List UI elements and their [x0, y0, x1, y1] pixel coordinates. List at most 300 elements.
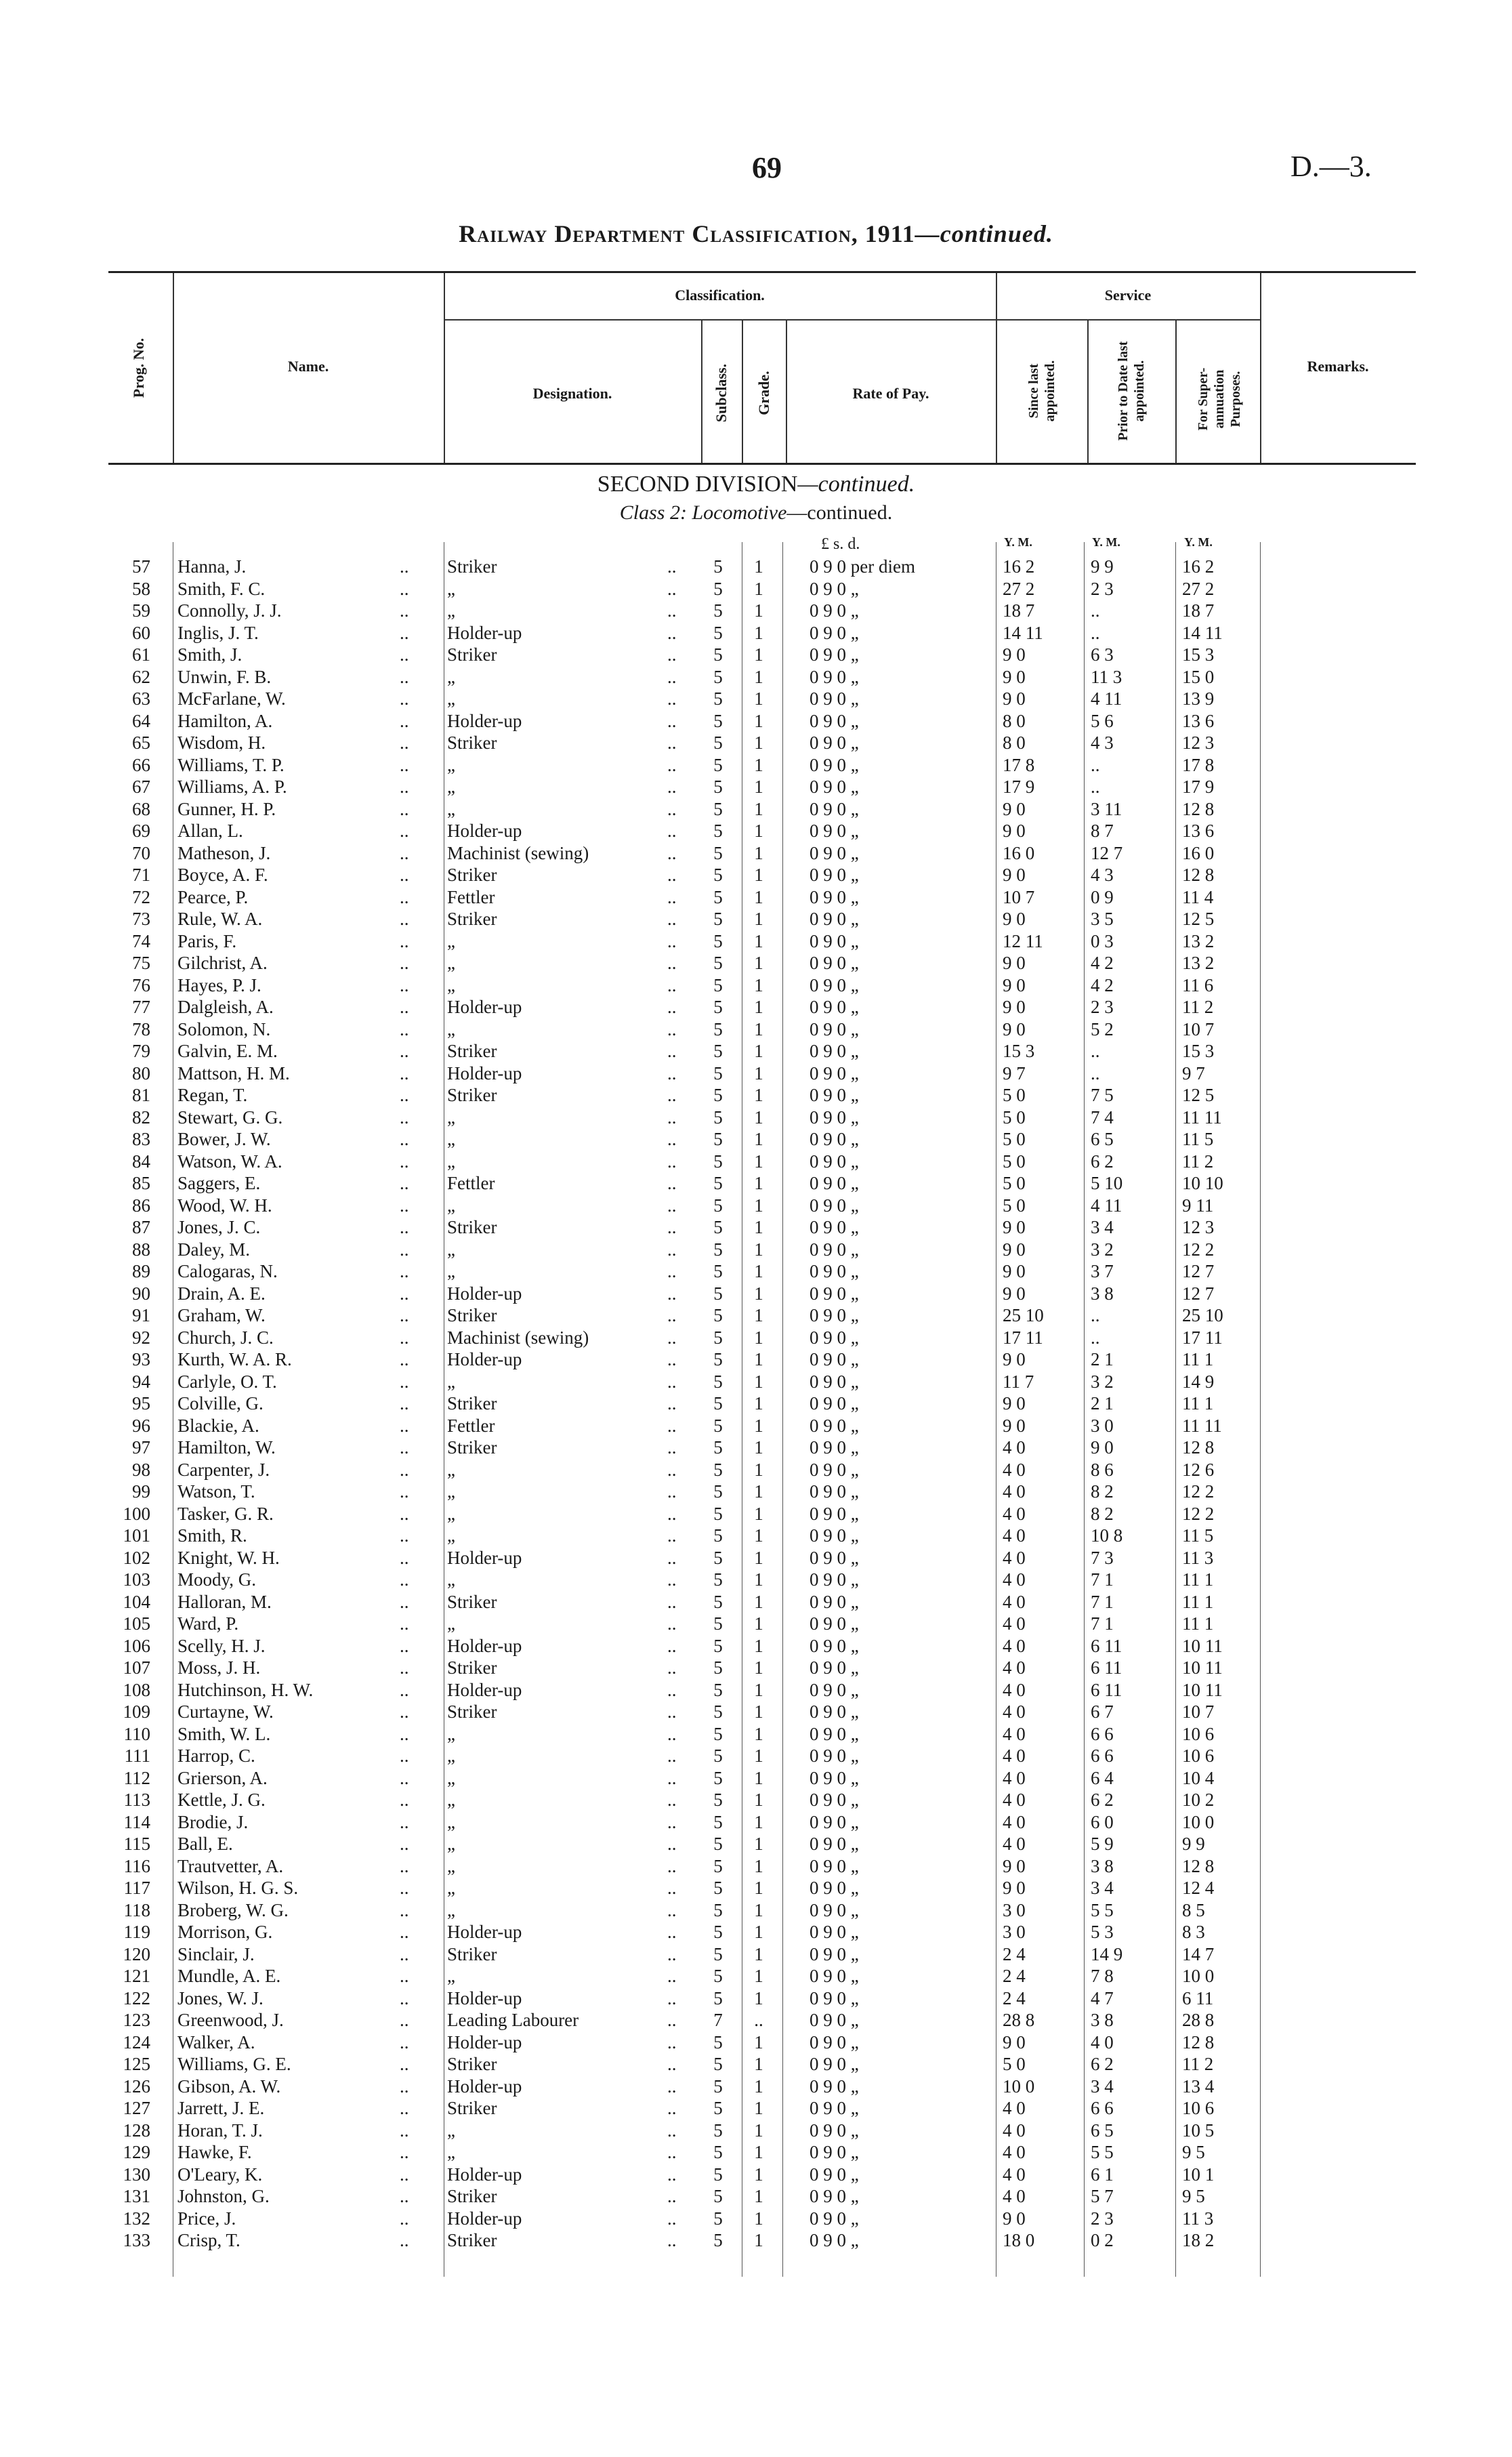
cell-grade: 1 [754, 1085, 763, 1105]
cell-subclass: 5 [713, 1525, 723, 1546]
cell-subclass: 5 [713, 1679, 723, 1700]
cell-subclass: 5 [713, 1922, 723, 1942]
cell-superannuation: 11 1 [1182, 1613, 1214, 1634]
cell-subclass: 5 [713, 666, 723, 687]
cell-rate-of-pay: 0 9 0 „ [810, 930, 859, 951]
cell-prog-no: 108 [123, 1679, 150, 1700]
cell-superannuation: 18 7 [1182, 600, 1215, 621]
table-row [0, 1877, 1512, 1899]
cell-grade: 1 [754, 2208, 763, 2229]
table-row [0, 2208, 1512, 2230]
leader-dots: .. [667, 688, 677, 709]
cell-superannuation: 9 5 [1182, 2142, 1205, 2162]
leader-dots: .. [667, 710, 677, 731]
cell-prior-to-date: 6 11 [1091, 1679, 1122, 1700]
cell-prog-no: 127 [123, 2098, 150, 2118]
cell-grade: 1 [754, 578, 763, 599]
cell-name: Harrop, C. [177, 1746, 255, 1766]
cell-superannuation: 11 3 [1182, 1547, 1214, 1568]
leader-dots: .. [667, 1481, 677, 1502]
cell-rate-of-pay: 0 9 0 „ [810, 2031, 859, 2052]
cell-subclass: 5 [713, 1349, 723, 1369]
cell-superannuation: 25 10 [1182, 1305, 1223, 1325]
cell-designation: „ [447, 1151, 455, 1172]
cell-name: Price, J. [177, 2208, 236, 2229]
table-row [0, 1569, 1512, 1591]
table-row [0, 974, 1512, 997]
cell-prior-to-date: 4 11 [1091, 688, 1122, 709]
cell-designation: Holder-up [447, 710, 522, 731]
cell-name: Mattson, H. M. [177, 1062, 290, 1083]
leader-dots: .. [667, 1591, 677, 1612]
cell-grade: 1 [754, 1481, 763, 1502]
cell-prior-to-date: 2 3 [1091, 997, 1114, 1017]
cell-since-last: 9 0 [1003, 1415, 1026, 1436]
cell-prior-to-date: .. [1091, 1305, 1100, 1325]
cell-grade: 1 [754, 666, 763, 687]
cell-name: Connolly, J. J. [177, 600, 282, 621]
cell-rate-of-pay: 0 9 0 „ [810, 1547, 859, 1568]
cell-prior-to-date: 6 5 [1091, 2120, 1114, 2141]
leader-dots: .. [667, 1195, 677, 1216]
cell-superannuation: 9 5 [1182, 2186, 1205, 2206]
section-title [0, 472, 1512, 497]
cell-rate-of-pay: 0 9 0 „ [810, 1746, 859, 1766]
header-designation: Designation. [532, 385, 612, 402]
cell-prior-to-date: 6 2 [1091, 1790, 1114, 1810]
cell-since-last: 4 0 [1003, 1635, 1026, 1656]
cell-subclass: 5 [713, 842, 723, 863]
cell-prog-no: 66 [132, 754, 150, 775]
leader-dots: .. [667, 2186, 677, 2206]
cell-name: Daley, M. [177, 1239, 250, 1260]
leader-dots: .. [400, 1591, 409, 1612]
leader-dots: .. [400, 1613, 409, 1634]
cell-name: Smith, W. L. [177, 1723, 271, 1744]
cell-superannuation: 11 1 [1182, 1591, 1214, 1612]
leader-dots: .. [400, 1679, 409, 1700]
cell-prog-no: 70 [132, 842, 150, 863]
page-title-continued: —continued. [915, 220, 1053, 247]
cell-rate-of-pay: 0 9 0 „ [810, 1327, 859, 1348]
cell-name: Smith, F. C. [177, 578, 266, 599]
cell-subclass: 5 [713, 1062, 723, 1083]
leader-dots: .. [667, 1657, 677, 1678]
cell-designation: „ [447, 1107, 455, 1128]
table-row [0, 1745, 1512, 1767]
cell-superannuation: 12 5 [1182, 1085, 1215, 1105]
cell-superannuation: 11 1 [1182, 1393, 1214, 1413]
leader-dots: .. [667, 556, 677, 577]
cell-prior-to-date: 4 7 [1091, 1987, 1114, 2008]
cell-name: Inglis, J. T. [177, 622, 259, 643]
cell-prior-to-date: 0 2 [1091, 2230, 1114, 2250]
cell-superannuation: 14 7 [1182, 1943, 1215, 1964]
cell-superannuation: 16 2 [1182, 556, 1215, 577]
cell-since-last: 25 10 [1003, 1305, 1044, 1325]
cell-name: Jones, J. C. [177, 1217, 261, 1237]
cell-name: Scelly, H. J. [177, 1635, 266, 1656]
page-title [0, 220, 1512, 248]
cell-subclass: 5 [713, 1767, 723, 1788]
table-row [0, 1943, 1512, 1966]
cell-subclass: 5 [713, 2142, 723, 2162]
cell-prog-no: 118 [123, 1899, 150, 1920]
cell-superannuation: 13 6 [1182, 710, 1215, 731]
cell-rate-of-pay: 0 9 0 „ [810, 1018, 859, 1039]
cell-since-last: 5 0 [1003, 1173, 1026, 1193]
cell-superannuation: 10 2 [1182, 1790, 1215, 1810]
cell-since-last: 9 0 [1003, 1239, 1026, 1260]
cell-designation: „ [447, 1261, 455, 1281]
table-row [0, 2097, 1512, 2120]
leader-dots: .. [667, 666, 677, 687]
leader-dots: .. [667, 1613, 677, 1634]
cell-subclass: 5 [713, 865, 723, 885]
cell-subclass: 5 [713, 1107, 723, 1128]
table-row [0, 1811, 1512, 1834]
cell-grade: 1 [754, 1129, 763, 1149]
cell-prog-no: 58 [132, 578, 150, 599]
cell-since-last: 16 2 [1003, 556, 1035, 577]
cell-rate-of-pay: 0 9 0 „ [810, 754, 859, 775]
cell-name: Gibson, A. W. [177, 2076, 281, 2097]
cell-prog-no: 109 [123, 1701, 150, 1722]
leader-dots: .. [667, 644, 677, 665]
table-row [0, 1613, 1512, 1635]
cell-prog-no: 99 [132, 1481, 150, 1502]
leader-dots: .. [667, 1217, 677, 1237]
cell-since-last: 9 0 [1003, 909, 1026, 929]
cell-designation: Striker [447, 1943, 497, 1964]
cell-prior-to-date: 10 8 [1091, 1525, 1123, 1546]
cell-prior-to-date: 8 2 [1091, 1503, 1114, 1524]
cell-superannuation: 9 7 [1182, 1062, 1205, 1083]
cell-subclass: 5 [713, 1613, 723, 1634]
leader-dots: .. [400, 1922, 409, 1942]
cell-subclass: 5 [713, 710, 723, 731]
cell-designation: „ [447, 666, 455, 687]
cell-grade: 1 [754, 1966, 763, 1986]
leader-dots: .. [400, 930, 409, 951]
cell-prior-to-date: 7 5 [1091, 1085, 1114, 1105]
cell-designation: Striker [447, 732, 497, 753]
cell-rate-of-pay: 0 9 0 „ [810, 1129, 859, 1149]
leader-dots: .. [667, 578, 677, 599]
cell-name: Crisp, T. [177, 2230, 240, 2250]
leader-dots: .. [400, 1305, 409, 1325]
cell-designation: „ [447, 1834, 455, 1854]
cell-name: Smith, R. [177, 1525, 247, 1546]
cell-prior-to-date: 4 3 [1091, 865, 1114, 885]
cell-since-last: 18 7 [1003, 600, 1035, 621]
table-row [0, 1107, 1512, 1129]
cell-prog-no: 57 [132, 556, 150, 577]
cell-superannuation: 11 11 [1182, 1107, 1222, 1128]
cell-prior-to-date: 4 2 [1091, 953, 1114, 973]
cell-superannuation: 12 2 [1182, 1239, 1215, 1260]
cell-grade: 1 [754, 1591, 763, 1612]
table-row [0, 644, 1512, 666]
cell-name: Williams, G. E. [177, 2054, 291, 2074]
cell-prog-no: 128 [123, 2120, 150, 2141]
cell-subclass: 5 [713, 1085, 723, 1105]
cell-superannuation: 17 11 [1182, 1327, 1223, 1348]
cell-prog-no: 116 [123, 1855, 150, 1876]
cell-designation: Holder-up [447, 821, 522, 841]
cell-subclass: 5 [713, 2054, 723, 2074]
cell-prog-no: 129 [123, 2142, 150, 2162]
cell-prior-to-date: 2 3 [1091, 578, 1114, 599]
leader-dots: .. [400, 842, 409, 863]
leader-dots: .. [667, 1899, 677, 1920]
cell-subclass: 5 [713, 2230, 723, 2250]
header-grade: Grade. [755, 371, 772, 415]
cell-designation: „ [447, 1459, 455, 1480]
cell-prog-no: 93 [132, 1349, 150, 1369]
cell-grade: 1 [754, 1746, 763, 1766]
leader-dots: .. [400, 953, 409, 973]
cell-prior-to-date: 5 2 [1091, 1018, 1114, 1039]
cell-designation: „ [447, 1195, 455, 1216]
table-row [0, 1084, 1512, 1107]
cell-since-last: 4 0 [1003, 1679, 1026, 1700]
leader-dots: .. [667, 2142, 677, 2162]
cell-subclass: 5 [713, 1217, 723, 1237]
cell-subclass: 5 [713, 1657, 723, 1678]
cell-grade: 1 [754, 1767, 763, 1788]
cell-grade: 1 [754, 2031, 763, 2052]
leader-dots: .. [400, 1415, 409, 1436]
cell-grade: .. [754, 2010, 763, 2030]
leader-dots: .. [400, 865, 409, 885]
cell-name: Paris, F. [177, 930, 237, 951]
table-row [0, 1789, 1512, 1811]
table-row [0, 1701, 1512, 1723]
cell-designation: Striker [447, 644, 497, 665]
cell-since-last: 4 0 [1003, 1459, 1026, 1480]
cell-prior-to-date: 9 0 [1091, 1437, 1114, 1458]
section-title-continued: —continued. [797, 472, 915, 497]
cell-prior-to-date: 6 6 [1091, 1723, 1114, 1744]
cell-prior-to-date: .. [1091, 754, 1100, 775]
leader-dots: .. [667, 909, 677, 929]
cell-since-last: 2 4 [1003, 1966, 1026, 1986]
leader-dots: .. [667, 1327, 677, 1348]
cell-since-last: 4 0 [1003, 2098, 1026, 2118]
cell-prior-to-date: 6 4 [1091, 1767, 1114, 1788]
cell-grade: 1 [754, 2054, 763, 2074]
cell-since-last: 4 0 [1003, 1481, 1026, 1502]
cell-since-last: 16 0 [1003, 842, 1035, 863]
cell-name: O'Leary, K. [177, 2164, 263, 2185]
cell-superannuation: 8 5 [1182, 1899, 1205, 1920]
cell-prog-no: 64 [132, 710, 150, 731]
cell-rate-of-pay: 0 9 0 „ [810, 732, 859, 753]
leader-dots: .. [400, 1943, 409, 1964]
cell-superannuation: 11 4 [1182, 886, 1214, 907]
table-row [0, 754, 1512, 777]
cell-name: Wilson, H. G. S. [177, 1878, 299, 1898]
cell-superannuation: 15 0 [1182, 666, 1215, 687]
cell-prior-to-date: 6 11 [1091, 1657, 1122, 1678]
units-super: Y. M. [1184, 535, 1213, 549]
cell-prior-to-date: 2 1 [1091, 1393, 1114, 1413]
cell-designation: Striker [447, 2230, 497, 2250]
table-row [0, 1547, 1512, 1569]
table-row [0, 1855, 1512, 1878]
cell-grade: 1 [754, 2142, 763, 2162]
cell-grade: 1 [754, 2076, 763, 2097]
cell-prior-to-date: 3 2 [1091, 1239, 1114, 1260]
cell-designation: Holder-up [447, 997, 522, 1017]
cell-rate-of-pay: 0 9 0 „ [810, 1503, 859, 1524]
cell-designation: Holder-up [447, 2208, 522, 2229]
cell-subclass: 5 [713, 953, 723, 973]
cell-since-last: 4 0 [1003, 1569, 1026, 1590]
cell-name: Hayes, P. J. [177, 974, 261, 995]
cell-superannuation: 10 7 [1182, 1018, 1215, 1039]
cell-rate-of-pay: 0 9 0 „ [810, 1261, 859, 1281]
leader-dots: .. [667, 2076, 677, 2097]
cell-subclass: 5 [713, 2031, 723, 2052]
cell-designation: „ [447, 1966, 455, 1986]
cell-grade: 1 [754, 909, 763, 929]
leader-dots: .. [667, 2230, 677, 2250]
leader-dots: .. [400, 2142, 409, 2162]
cell-name: Horan, T. J. [177, 2120, 263, 2141]
cell-grade: 1 [754, 1525, 763, 1546]
cell-designation: „ [447, 1481, 455, 1502]
leader-dots: .. [400, 754, 409, 775]
cell-rate-of-pay: 0 9 0 „ [810, 1922, 859, 1942]
cell-designation: „ [447, 1018, 455, 1039]
leader-dots: .. [400, 909, 409, 929]
cell-prior-to-date: 3 5 [1091, 909, 1114, 929]
table-row [0, 1525, 1512, 1547]
cell-superannuation: 10 0 [1182, 1811, 1215, 1832]
cell-grade: 1 [754, 1613, 763, 1634]
cell-prior-to-date: 2 1 [1091, 1349, 1114, 1369]
cell-prog-no: 126 [123, 2076, 150, 2097]
cell-name: Calogaras, N. [177, 1261, 278, 1281]
cell-since-last: 5 0 [1003, 2054, 1026, 2074]
cell-prog-no: 81 [132, 1085, 150, 1105]
leader-dots: .. [667, 777, 677, 797]
cell-since-last: 4 0 [1003, 1790, 1026, 1810]
cell-grade: 1 [754, 1943, 763, 1964]
cell-since-last: 9 0 [1003, 1855, 1026, 1876]
cell-rate-of-pay: 0 9 0 „ [810, 710, 859, 731]
leader-dots: .. [667, 997, 677, 1017]
leader-dots: .. [667, 1173, 677, 1193]
table-row [0, 556, 1512, 578]
cell-since-last: 4 0 [1003, 1723, 1026, 1744]
cell-name: Williams, A. P. [177, 777, 287, 797]
cell-subclass: 5 [713, 1261, 723, 1281]
cell-rate-of-pay: 0 9 0 „ [810, 1371, 859, 1392]
cell-since-last: 4 0 [1003, 1701, 1026, 1722]
cell-prior-to-date: 3 4 [1091, 1217, 1114, 1237]
cell-grade: 1 [754, 1922, 763, 1942]
cell-since-last: 10 7 [1003, 886, 1035, 907]
leader-dots: .. [400, 1723, 409, 1744]
leader-dots: .. [400, 1062, 409, 1083]
cell-name: Wood, W. H. [177, 1195, 272, 1216]
cell-superannuation: 27 2 [1182, 578, 1215, 599]
cell-since-last: 9 0 [1003, 1217, 1026, 1237]
cell-subclass: 5 [713, 644, 723, 665]
units-pay: £ s. d. [821, 535, 860, 553]
cell-rate-of-pay: 0 9 0 „ [810, 1481, 859, 1502]
cell-prog-no: 83 [132, 1129, 150, 1149]
leader-dots: .. [400, 1349, 409, 1369]
cell-grade: 1 [754, 1701, 763, 1722]
cell-since-last: 4 0 [1003, 2164, 1026, 2185]
cell-prior-to-date: 8 2 [1091, 1481, 1114, 1502]
cell-superannuation: 15 3 [1182, 644, 1215, 665]
cell-rate-of-pay: 0 9 0 „ [810, 1151, 859, 1172]
cell-subclass: 5 [713, 1503, 723, 1524]
page-number: 69 [752, 151, 782, 184]
leader-dots: .. [667, 732, 677, 753]
cell-superannuation: 12 5 [1182, 909, 1215, 929]
cell-prior-to-date: 6 6 [1091, 1746, 1114, 1766]
cell-grade: 1 [754, 600, 763, 621]
cell-prog-no: 121 [123, 1966, 150, 1986]
cell-prog-no: 74 [132, 930, 150, 951]
cell-name: Knight, W. H. [177, 1547, 280, 1568]
cell-since-last: 4 0 [1003, 1437, 1026, 1458]
cell-since-last: 4 0 [1003, 1746, 1026, 1766]
cell-superannuation: 18 2 [1182, 2230, 1215, 2250]
leader-dots: .. [400, 578, 409, 599]
cell-name: Moss, J. H. [177, 1657, 261, 1678]
table-row [0, 1260, 1512, 1283]
cell-designation: Striker [447, 1657, 497, 1678]
leader-dots: .. [667, 622, 677, 643]
cell-rate-of-pay: 0 9 0 „ [810, 1701, 859, 1722]
cell-superannuation: 13 9 [1182, 688, 1215, 709]
leader-dots: .. [667, 1018, 677, 1039]
cell-grade: 1 [754, 2120, 763, 2141]
cell-superannuation: 11 2 [1182, 2054, 1214, 2074]
cell-since-last: 4 0 [1003, 1525, 1026, 1546]
cell-prog-no: 122 [123, 1987, 150, 2008]
leader-dots: .. [667, 1987, 677, 2008]
cell-designation: Striker [447, 2186, 497, 2206]
cell-prog-no: 132 [123, 2208, 150, 2229]
table-row [0, 600, 1512, 622]
leader-dots: .. [667, 1966, 677, 1986]
cell-designation: Striker [447, 909, 497, 929]
cell-name: Johnston, G. [177, 2186, 270, 2206]
cell-since-last: 3 0 [1003, 1899, 1026, 1920]
cell-prog-no: 107 [123, 1657, 150, 1678]
cell-prior-to-date: 4 0 [1091, 2031, 1114, 2052]
cell-prior-to-date: 5 3 [1091, 1922, 1114, 1942]
cell-subclass: 5 [713, 909, 723, 929]
cell-name: Hawke, F. [177, 2142, 252, 2162]
section-title-main: SECOND DIVISION [597, 472, 798, 497]
cell-grade: 1 [754, 2164, 763, 2185]
cell-subclass: 5 [713, 2098, 723, 2118]
cell-designation: „ [447, 1525, 455, 1546]
cell-since-last: 10 0 [1003, 2076, 1035, 2097]
cell-rate-of-pay: 0 9 0 „ [810, 1635, 859, 1656]
table-row [0, 996, 1512, 1018]
cell-grade: 1 [754, 1283, 763, 1304]
